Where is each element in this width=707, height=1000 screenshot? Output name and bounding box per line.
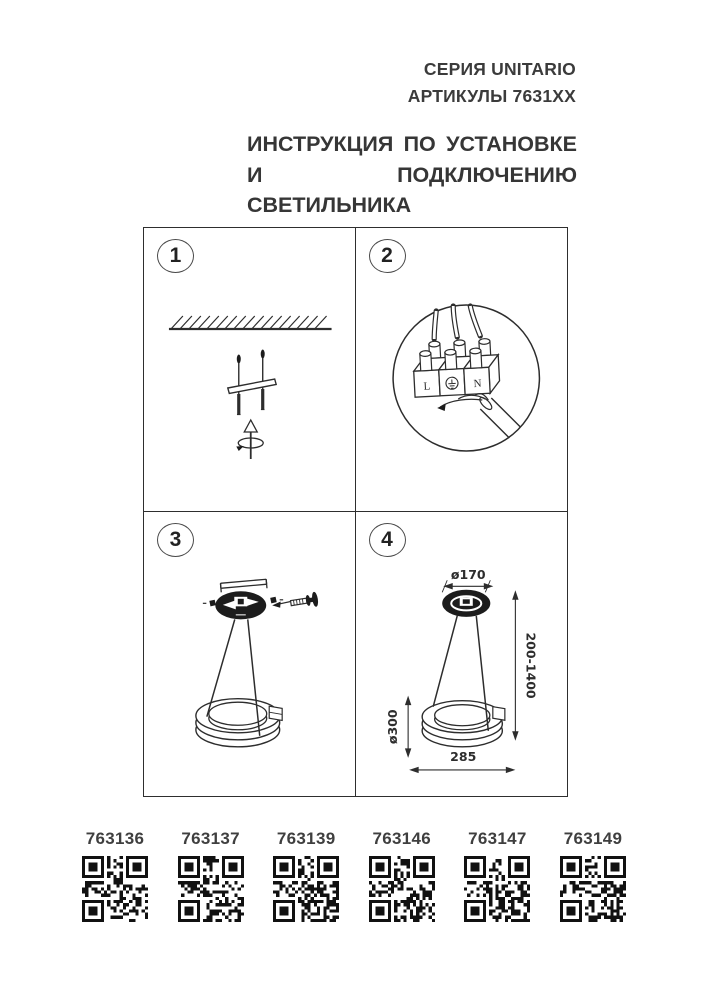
lamp-ring	[196, 699, 282, 747]
qr-item	[552, 829, 634, 922]
step-number: 4	[381, 528, 393, 551]
qr-item	[170, 829, 252, 922]
dim-canopy-diameter	[442, 567, 493, 592]
article-number: 763147	[468, 829, 527, 848]
terminal-label-neutral: N	[472, 377, 482, 391]
step-number-badge	[369, 523, 406, 557]
title-line-1: ИНСТРУКЦИЯ ПО УСТАНОВКЕ	[247, 132, 577, 156]
article-number: 763149	[563, 829, 623, 848]
qr-code	[464, 856, 530, 922]
step-number: 2	[381, 244, 393, 267]
step-number: 3	[169, 528, 182, 551]
lamp-ring	[422, 701, 505, 747]
document-title	[247, 129, 577, 221]
dim-ring-height	[385, 696, 411, 758]
series-title: СЕРИЯ UNITARIO	[423, 59, 576, 79]
screw-rotation-arrow-icon	[236, 420, 263, 459]
terminal-screws-front	[419, 348, 481, 371]
qr-code	[178, 856, 244, 922]
step-number-badge	[369, 239, 406, 273]
qr-item	[361, 829, 443, 922]
qr-item	[456, 829, 538, 922]
supply-wires	[434, 306, 480, 339]
qr-item	[74, 829, 156, 922]
ring-width-label: 285	[449, 748, 476, 764]
canopy	[215, 591, 266, 619]
fixing-screw	[272, 591, 319, 610]
dim-height	[512, 590, 538, 741]
ring-connector-box	[492, 707, 504, 721]
instruction-steps-grid	[143, 227, 568, 797]
terminal-label-live: L	[422, 380, 431, 393]
supply-cable	[437, 394, 520, 438]
article-number: 763139	[276, 829, 336, 848]
canopy-diameter-label: ø170	[450, 567, 486, 583]
qr-code	[560, 856, 626, 922]
terminal-block	[412, 338, 500, 397]
brand-block	[408, 56, 576, 110]
step-number: 1	[169, 244, 182, 267]
mounting-bracket	[228, 350, 276, 415]
dim-ring-width	[409, 749, 515, 773]
article-number: 763146	[372, 829, 432, 848]
qr-code	[369, 856, 435, 922]
step-number-badge	[157, 523, 194, 557]
step-panel-2	[356, 228, 568, 512]
step-panel-1	[144, 228, 356, 512]
step-number-badge	[157, 239, 194, 273]
suspension-height-label: 200-1400	[522, 632, 538, 699]
articles-subtitle: АРТИКУЛЫ 7631XX	[407, 86, 576, 106]
qr-code	[82, 856, 148, 922]
ceiling-hatch	[171, 316, 327, 329]
qr-code	[273, 856, 339, 922]
article-number: 763136	[85, 829, 145, 848]
qr-row	[74, 829, 634, 922]
article-number: 763137	[181, 829, 240, 848]
title-line-2: И ПОДКЛЮЧЕНИЮ СВЕТИЛЬНИКА	[247, 162, 577, 217]
ring-diameter-label: ø300	[384, 709, 400, 745]
canopy	[442, 590, 490, 617]
qr-item	[265, 829, 347, 922]
step-panel-3	[144, 512, 356, 796]
step-panel-4	[356, 512, 568, 796]
crossbar-bracket	[220, 579, 266, 592]
